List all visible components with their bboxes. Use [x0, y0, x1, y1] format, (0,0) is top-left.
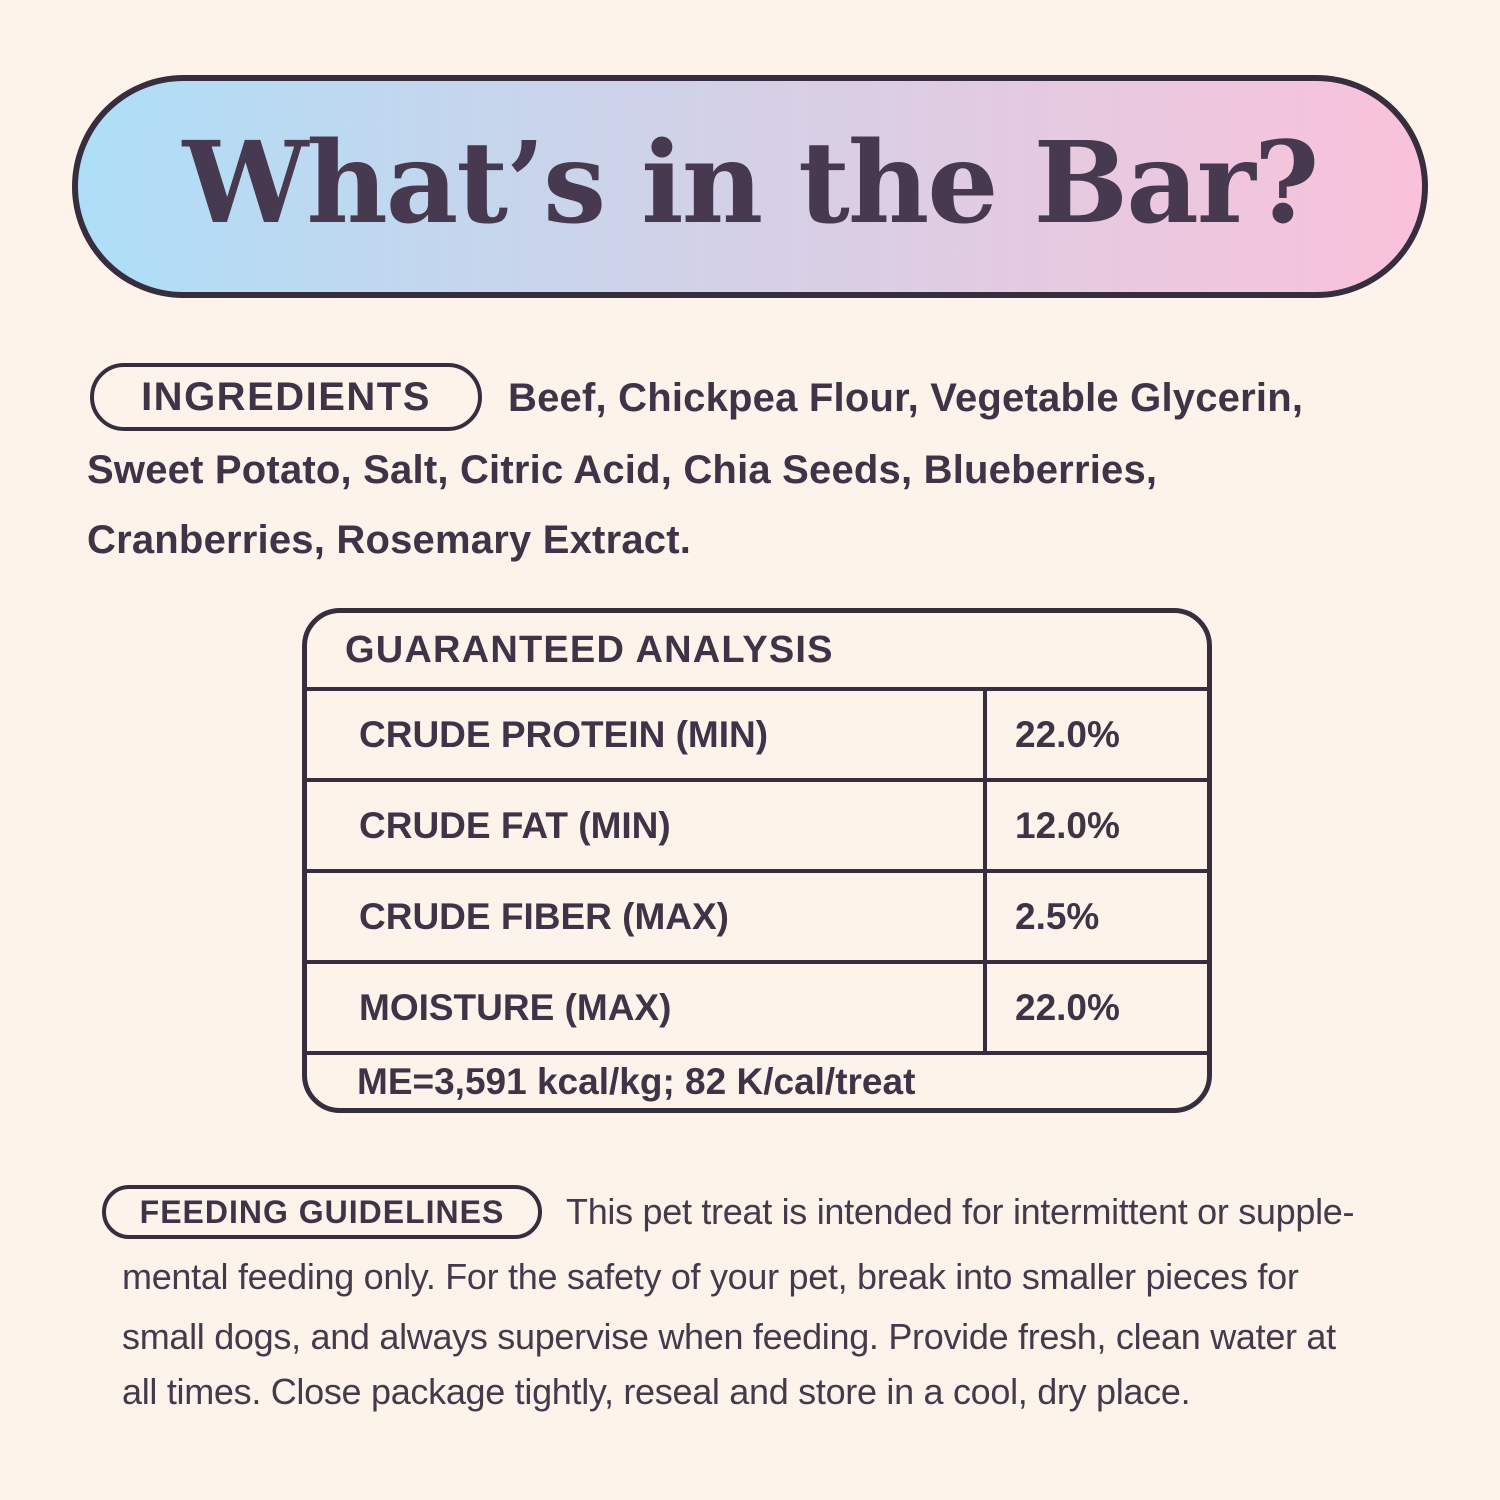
- ingredients-text-line: Sweet Potato, Salt, Citric Acid, Chia Seeds, Blueberries,: [87, 448, 1158, 492]
- table-row: [307, 960, 1207, 1051]
- feeding-text-line: small dogs, and always supervise when feeding. Provide fresh, clean water at: [122, 1316, 1336, 1357]
- feeding-guidelines-badge: [102, 1185, 542, 1239]
- feeding-guidelines-badge-label: FEEDING GUIDELINES: [139, 1193, 505, 1230]
- table-row: [307, 778, 1207, 869]
- ingredients-badge-label: INGREDIENTS: [141, 374, 431, 419]
- page-title: What’s in the Bar?: [182, 118, 1318, 249]
- ingredients-text-line: Beef, Chickpea Flour, Vegetable Glycerin,: [508, 376, 1304, 420]
- row-label: MOISTURE (MAX): [359, 986, 672, 1028]
- guaranteed-analysis-table: [302, 608, 1212, 1113]
- row-label: CRUDE PROTEIN (MIN): [359, 713, 769, 755]
- feeding-text-line: This pet treat is intended for intermittent or supple-: [566, 1191, 1355, 1232]
- feeding-text-line: mental feeding only. For the safety of your pet, break into smaller pieces for: [122, 1256, 1299, 1297]
- row-value: 22.0%: [983, 964, 1207, 1051]
- table-row: [307, 869, 1207, 960]
- feeding-text-line: all times. Close package tightly, reseal and store in a cool, dry place.: [122, 1371, 1191, 1412]
- table-row: [307, 687, 1207, 778]
- row-value: 22.0%: [983, 691, 1207, 778]
- row-label: CRUDE FAT (MIN): [359, 804, 671, 846]
- analysis-title: GUARANTEED ANALYSIS: [345, 628, 834, 671]
- ingredients-badge: [90, 363, 482, 431]
- row-value: 2.5%: [983, 873, 1207, 960]
- row-label: CRUDE FIBER (MAX): [359, 895, 729, 937]
- calorie-statement: ME=3,591 kcal/kg; 82 K/cal/treat: [307, 1051, 1207, 1108]
- row-value: 12.0%: [983, 782, 1207, 869]
- title-banner: [72, 75, 1428, 298]
- ingredients-text-line: Cranberries, Rosemary Extract.: [87, 518, 692, 562]
